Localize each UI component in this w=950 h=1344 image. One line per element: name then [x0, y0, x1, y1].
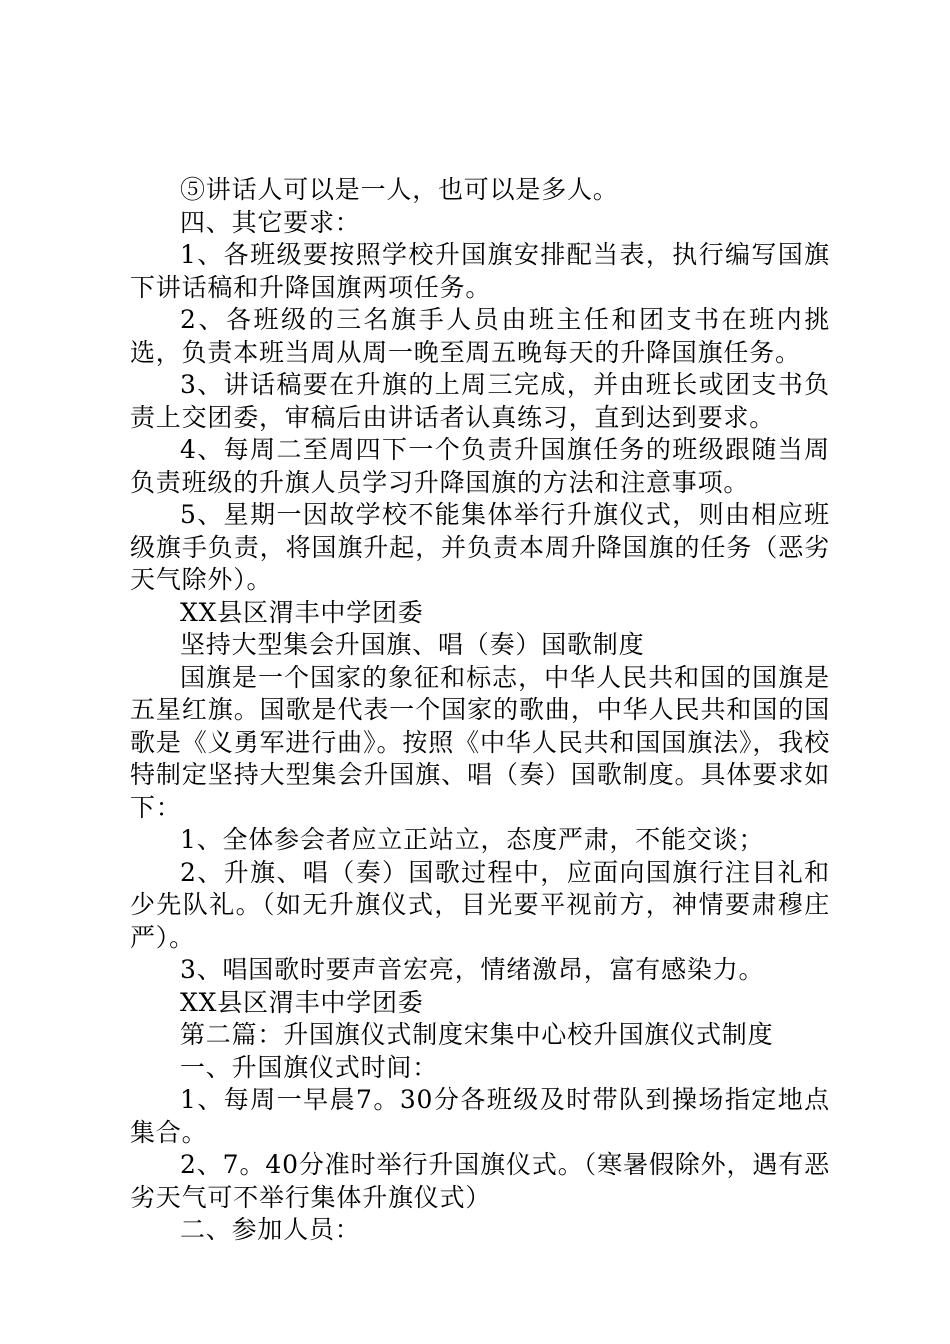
document-page	[130, 174, 830, 1247]
paragraph-requirement-5: 5、星期一因故学校不能集体举行升旗仪式，则由相应班级旗手负责，将国旗升起，并负责本周升降国旗的任务（恶劣天气除外）。	[130, 500, 830, 594]
paragraph-requirement-3: 3、讲话稿要在升旗的上周三完成，并由班长或团支书负责上交团委，审稿后由讲话者认真练习，直到达到要求。	[130, 370, 830, 432]
paragraph-intro: 国旗是一个国家的象征和标志，中华人民共和国的国旗是五星红旗。国歌是代表一个国家的歌曲，中华人民共和国的国歌是《义勇军进行曲》。按照《中华人民共和国国旗法》，我校特制定坚持大型集会升国旗、唱（奏）国歌制度。具体要求如下：	[130, 662, 830, 822]
paragraph-rule-3: 3、唱国歌时要声音宏亮，情绪激昂，富有感染力。	[180, 955, 765, 984]
heading-ceremony-time: 一、升国旗仪式时间：	[180, 1052, 439, 1082]
paragraph-requirement-2: 2、各班级的三名旗手人员由班主任和团支书在班内挑选，负责本班当周从周一晚至周五晚每天的升降国旗任务。	[130, 305, 830, 367]
paragraph-time-2: 2、7。40分准时举行升国旗仪式。（寒暑假除外，遇有恶劣天气可不举行集体升旗仪式）	[130, 1150, 830, 1212]
signature-line: XX县区渭丰中学团委	[180, 987, 424, 1017]
heading-other-requirements: 四、其它要求：	[180, 207, 361, 237]
chapter-title: 第二篇：升国旗仪式制度宋集中心校升国旗仪式制度	[180, 1020, 774, 1049]
paragraph-speaker-note: ⑤讲话人可以是一人，也可以是多人。	[180, 175, 619, 204]
paragraph-rule-2: 2、升旗、唱（奏）国歌过程中，应面向国旗行注目礼和少先队礼。（如无升旗仪式，目光要平视前方，神情要肃穆庄严）。	[130, 857, 830, 952]
signature-line: XX县区渭丰中学团委	[180, 597, 424, 627]
paragraph-requirement-1: 1、各班级要按照学校升国旗安排配当表，执行编写国旗下讲话稿和升降国旗两项任务。	[130, 240, 830, 302]
heading-participants: 二、参加人员：	[180, 1215, 361, 1244]
paragraph-time-1: 1、每周一早晨7。30分各班级及时带队到操场指定地点集合。	[130, 1085, 830, 1147]
paragraph-rule-1: 1、全体参会者应立正站立，态度严肃，不能交谈；	[180, 825, 765, 854]
paragraph-requirement-4: 4、每周二至周四下一个负责升国旗任务的班级跟随当周负责班级的升旗人员学习升降国旗的方法和注意事项。	[130, 435, 830, 497]
section-title: 坚持大型集会升国旗、唱（奏）国歌制度	[180, 630, 645, 659]
